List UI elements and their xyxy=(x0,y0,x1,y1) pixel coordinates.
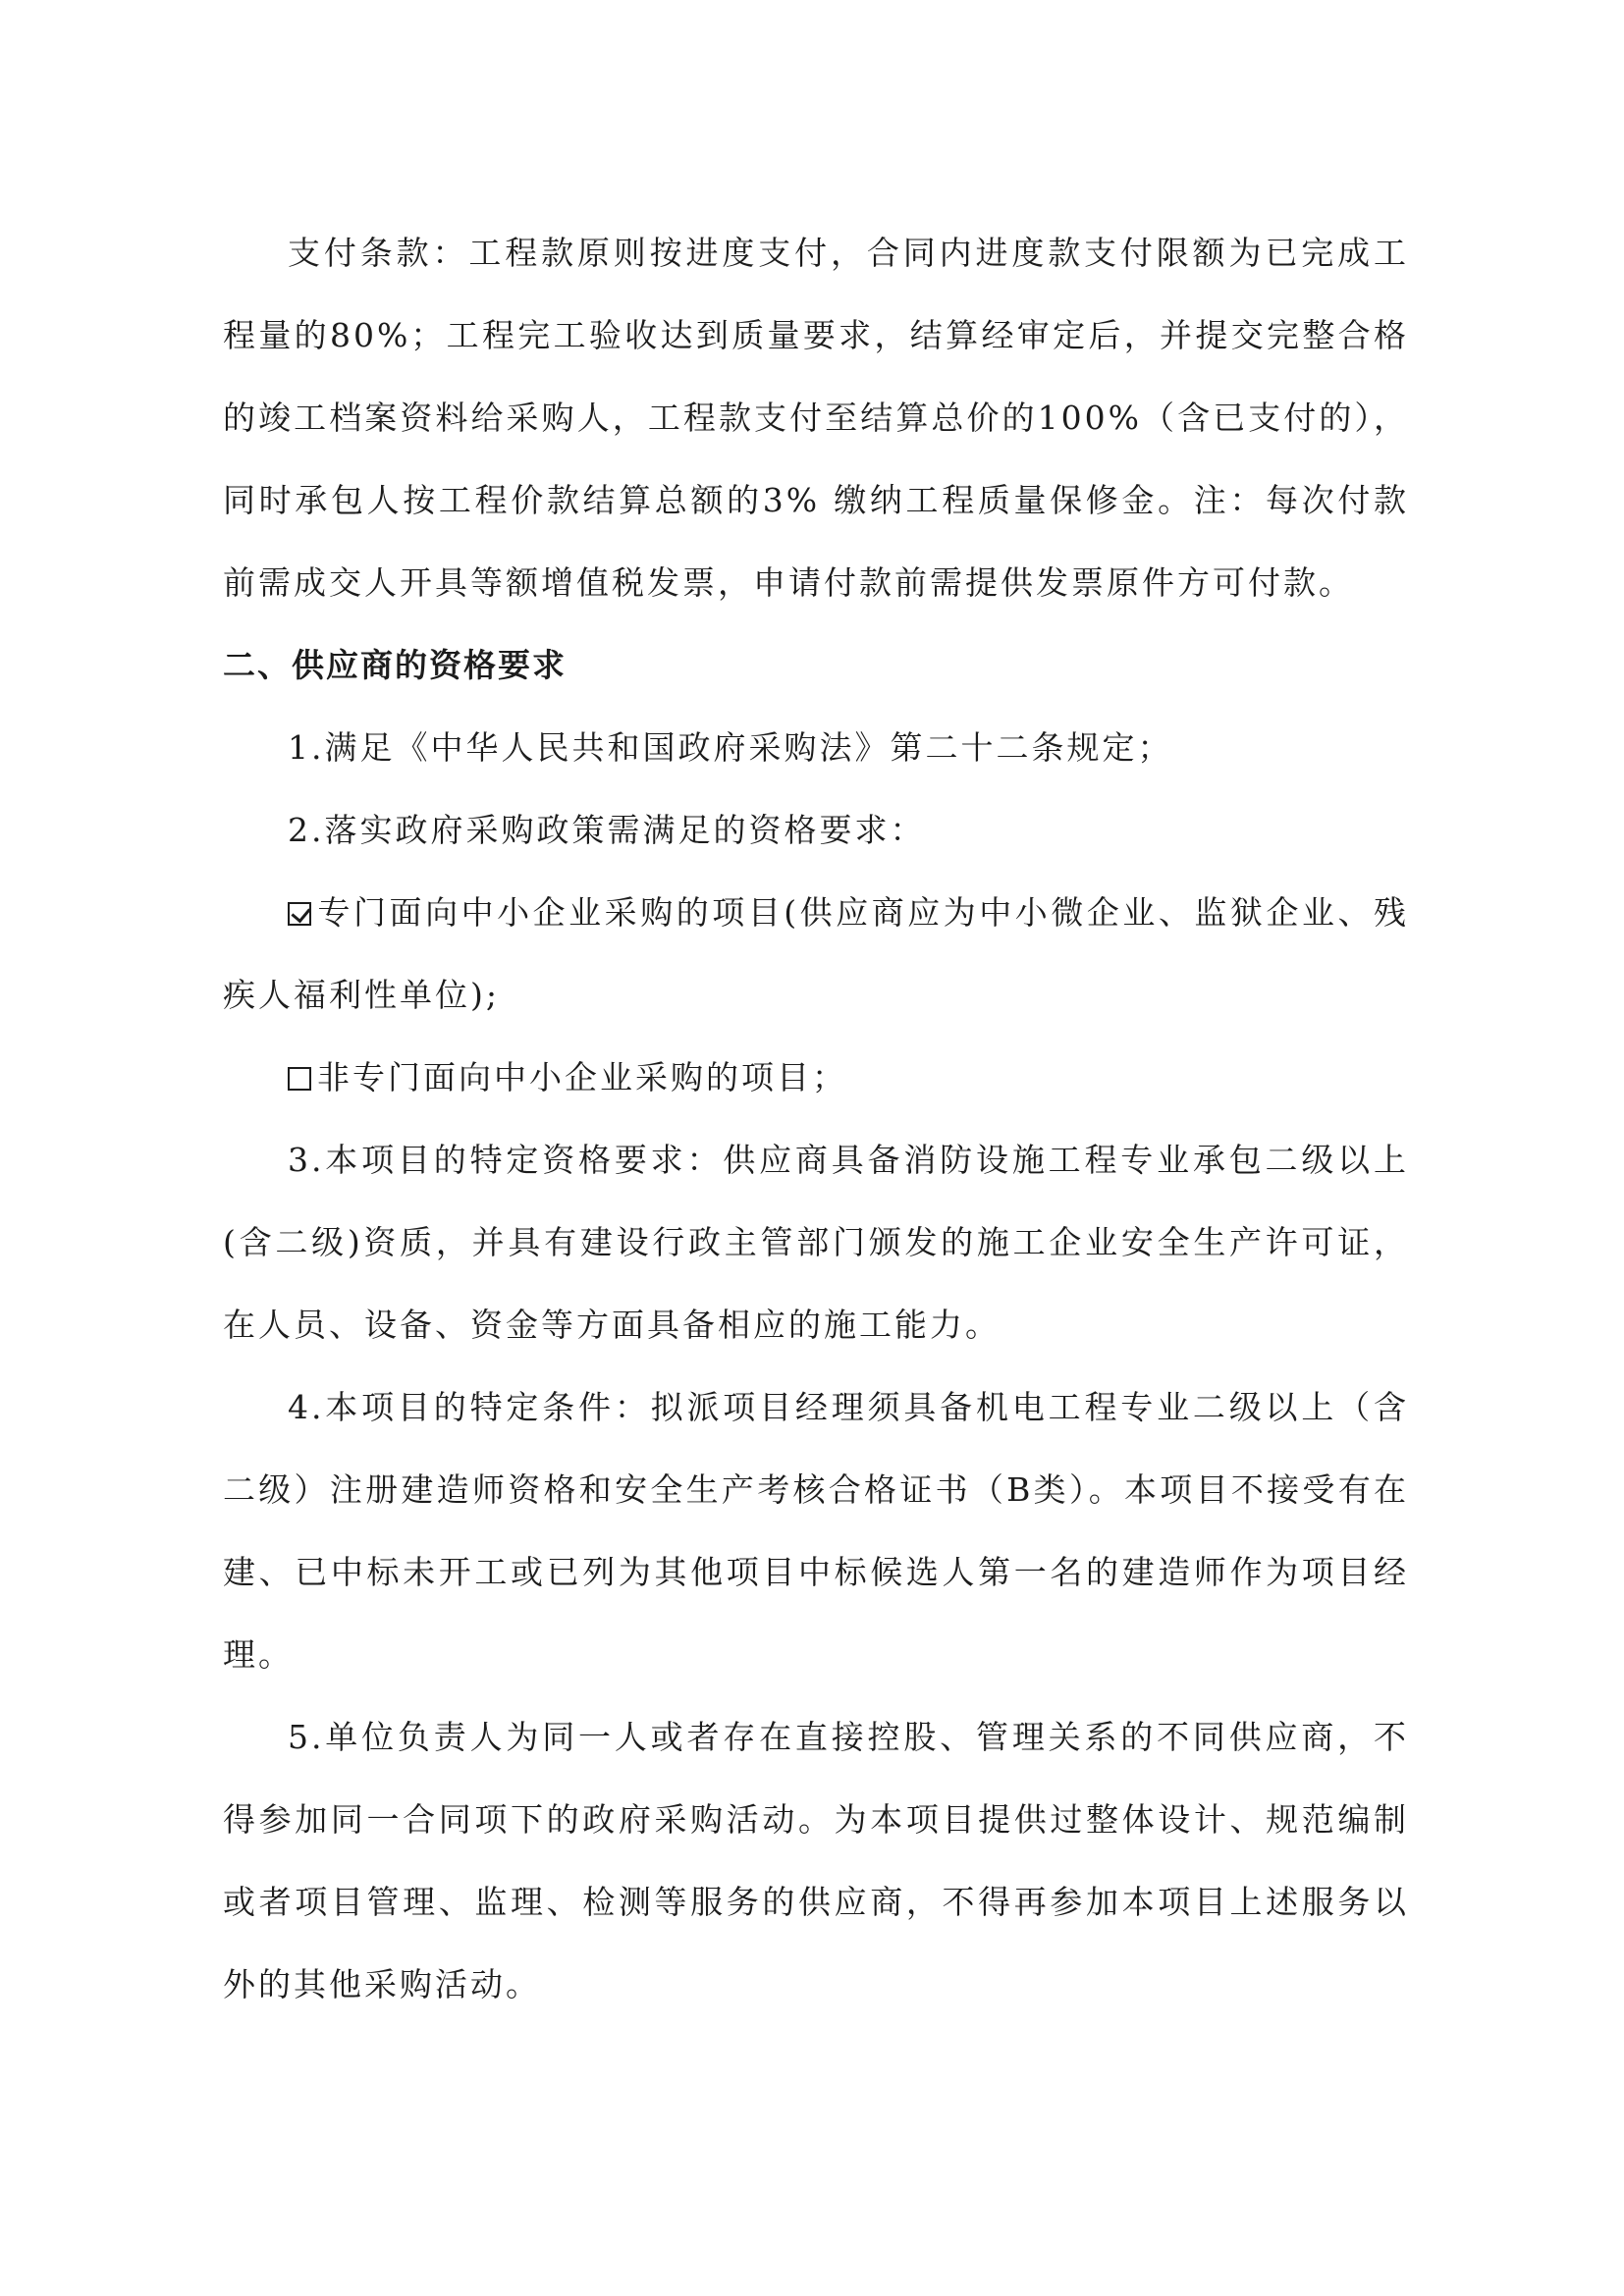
option-non-sme-row xyxy=(223,1037,1409,1119)
option-sme-text: 专门面向中小企业采购的项目(供应商应为中小微企业、监狱企业、残疾人福利性单位); xyxy=(223,893,1409,1014)
requirement-item-5: 5.单位负责人为同一人或者存在直接控股、管理关系的不同供应商，不得参加同一合同项下的政府采购活动。为本项目提供过整体设计、规范编制或者项目管理、监理、检测等服务的供应商，不得再参加本项目上述服务以外的其他采购活动。 xyxy=(223,1718,1409,2003)
requirement-item-3: 3.本项目的特定资格要求：供应商具备消防设施工程专业承包二级以上(含二级)资质，并具有建设行政主管部门颁发的施工企业安全生产许可证，在人员、设备、资金等方面具备相应的施工能力。 xyxy=(223,1141,1409,1344)
unchecked-box-icon xyxy=(288,1067,311,1091)
option-sme-row xyxy=(223,872,1409,1037)
payment-terms-paragraph: 支付条款：工程款原则按进度支付，合同内进度款支付限额为已完成工程量的80%；工程完工验收达到质量要求，结算经审定后，并提交完整合格的竣工档案资料给采购人，工程款支付至结算总价的100%（含已支付的），同时承包人按工程价款结算总额的3% 缴纳工程质量保修金。注：每次付款前需成交人开具等额增值税发票，申请付款前需提供发票原件方可付款。 xyxy=(223,234,1409,602)
document-body xyxy=(223,212,1409,2026)
requirement-item-4: 4.本项目的特定条件：拟派项目经理须具备机电工程专业二级以上（含二级）注册建造师资格和安全生产考核合格证书（B类）。本项目不接受有在建、已中标未开工或已列为其他项目中标候选人第一名的建造师作为项目经理。 xyxy=(223,1388,1409,1674)
requirement-item-2: 2.落实政府采购政策需满足的资格要求： xyxy=(288,811,926,849)
requirement-item-1: 1.满足《中华人民共和国政府采购法》第二十二条规定； xyxy=(288,728,1173,767)
checked-box-icon xyxy=(288,902,311,926)
section-heading: 二、供应商的资格要求 xyxy=(223,646,567,684)
option-non-sme-text: 非专门面向中小企业采购的项目； xyxy=(317,1058,847,1096)
